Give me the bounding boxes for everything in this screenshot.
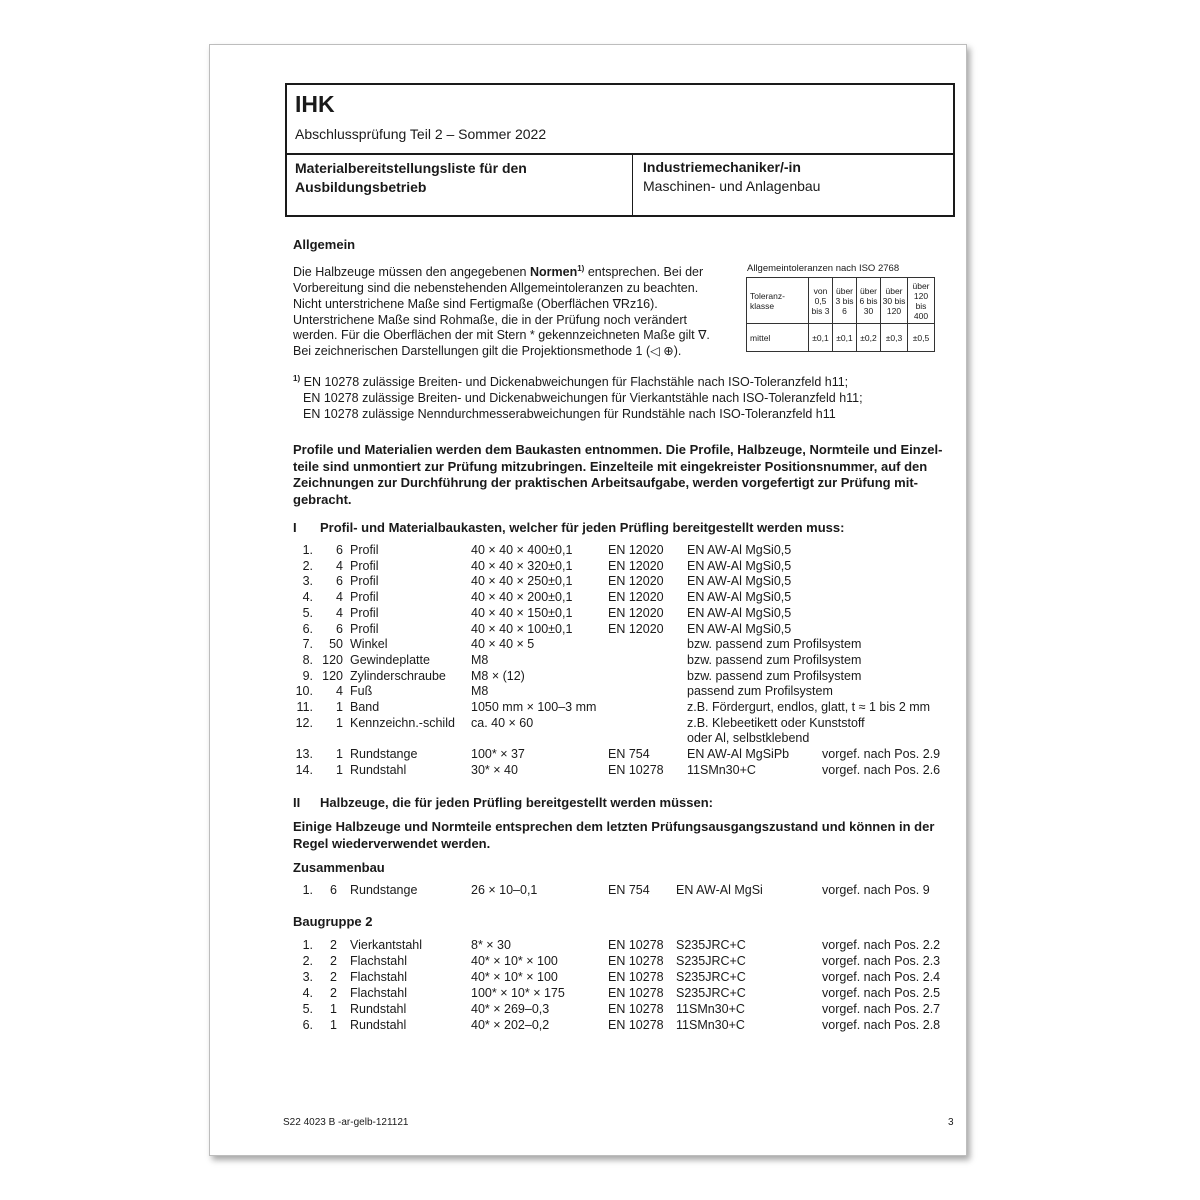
cell-qty: 2 bbox=[330, 985, 337, 1000]
cell-qty: 4 bbox=[336, 684, 343, 699]
cell-norm: EN 12020 bbox=[608, 605, 664, 620]
norms-label: Normen bbox=[529, 265, 578, 280]
tolerance-range: über 6 bis 30 bbox=[857, 278, 881, 324]
cell-mat: bzw. passend zum Profilsystem bbox=[687, 668, 862, 683]
footnote-line-3: EN 10278 zulässige Nenndurchmesserabweichungen für Rundstähle nach ISO-Toleranzfeld h11 bbox=[303, 406, 836, 421]
cell-note: vorgef. nach Pos. 2.2 bbox=[822, 938, 941, 952]
cell-pos: 1. bbox=[302, 883, 313, 897]
table-row bbox=[210, 669, 966, 685]
cell-dim: 40 × 40 × 200±0,1 bbox=[471, 590, 573, 605]
cell-dim: 40* × 202–0,2 bbox=[471, 1017, 550, 1032]
table-row bbox=[210, 574, 966, 590]
tolerance-caption: Allgemeintoleranzen nach ISO 2768 bbox=[747, 263, 900, 274]
cell-name: Winkel bbox=[350, 637, 388, 652]
table-row bbox=[210, 684, 966, 700]
cell-note: vorgef. nach Pos. 2.8 bbox=[822, 1017, 941, 1032]
cell-pos: 3. bbox=[302, 574, 313, 589]
cell-pos: 13. bbox=[295, 747, 313, 762]
exam-name: Abschlussprüfung Teil 2 – Sommer 2022 bbox=[295, 126, 547, 142]
cell-dim: 40 × 40 × 100±0,1 bbox=[471, 621, 573, 636]
cell-pos: 4. bbox=[302, 590, 313, 605]
cell-mat: S235JRC+C bbox=[676, 985, 746, 1000]
cell-name: Rundstahl bbox=[350, 762, 407, 777]
cell-pos: 6. bbox=[302, 621, 313, 636]
header-box bbox=[285, 83, 955, 217]
cell-pos: 12. bbox=[295, 715, 313, 730]
tolerance-range: über 3 bis 6 bbox=[833, 278, 857, 324]
cell-qty: 2 bbox=[330, 938, 337, 952]
norms-footnote-mark: 1) bbox=[577, 264, 585, 273]
cell-qty: 1 bbox=[330, 1017, 337, 1032]
cell-dim: M8 bbox=[471, 652, 489, 667]
cell-dim: 40 × 40 × 250±0,1 bbox=[471, 574, 573, 589]
cell-norm: EN 12020 bbox=[608, 574, 664, 589]
table-row bbox=[210, 954, 966, 970]
intro-paragraph bbox=[293, 442, 942, 508]
cell-mat: bzw. passend zum Profilsystem bbox=[687, 637, 862, 652]
cell-qty: 1 bbox=[336, 747, 343, 762]
cell-name: Profil bbox=[350, 558, 379, 573]
list-title: Materialbereitstellungsliste für den Ausbildungsbetrieb bbox=[295, 160, 527, 195]
cell-norm: EN 10278 bbox=[608, 1001, 664, 1016]
cell-dim: 8* × 30 bbox=[471, 938, 511, 952]
cell-dim: 40 × 40 × 150±0,1 bbox=[471, 605, 573, 620]
cell-norm: EN 10278 bbox=[608, 985, 664, 1000]
document-page bbox=[209, 44, 967, 1156]
cell-norm: EN 10278 bbox=[608, 953, 664, 968]
cell-qty: 2 bbox=[330, 969, 337, 984]
cell-norm: EN 754 bbox=[608, 883, 650, 897]
general-heading: Allgemein bbox=[293, 237, 356, 252]
cell-mat: 11SMn30+C bbox=[687, 762, 756, 777]
cell-dim: ca. 40 × 60 bbox=[471, 715, 534, 730]
cell-note: vorgef. nach Pos. 2.9 bbox=[822, 747, 941, 762]
cell-pos: 4. bbox=[302, 985, 313, 1000]
table-row bbox=[210, 606, 966, 622]
table-row bbox=[210, 622, 966, 638]
cell-mat: passend zum Profilsystem bbox=[687, 684, 833, 699]
cell-qty: 1 bbox=[336, 715, 343, 730]
cell-mat: EN AW-Al MgSi0,5 bbox=[687, 543, 792, 557]
cell-pos: 11. bbox=[296, 700, 313, 714]
table-row bbox=[210, 883, 966, 899]
cell-name: Flachstahl bbox=[350, 969, 407, 984]
specialty: Maschinen- und Anlagenbau bbox=[643, 178, 821, 194]
general-line-1a: Die Halbzeuge müssen den angegebenen bbox=[293, 265, 530, 280]
cell-dim: 40 × 40 × 5 bbox=[471, 637, 535, 652]
cell-pos: 8. bbox=[302, 652, 313, 667]
tolerance-range: über 30 bis 120 bbox=[881, 278, 908, 324]
tolerance-value: ±0,3 bbox=[881, 324, 908, 352]
cell-qty: 50 bbox=[329, 637, 343, 652]
cell-norm: EN 754 bbox=[608, 747, 650, 762]
cell-mat: oder Al, selbstklebend bbox=[687, 731, 810, 746]
table-row bbox=[210, 1018, 966, 1034]
cell-name: Profil bbox=[350, 543, 379, 557]
cell-mat: S235JRC+C bbox=[676, 938, 746, 952]
table-row bbox=[210, 559, 966, 575]
tolerance-table bbox=[746, 277, 935, 352]
group2-heading: Baugruppe 2 bbox=[293, 914, 373, 929]
cell-qty: 4 bbox=[336, 558, 343, 573]
cell-qty: 120 bbox=[322, 668, 343, 683]
cell-dim: M8 × (12) bbox=[471, 668, 525, 683]
cell-mat: z.B. Fördergurt, endlos, glatt, t ≈ 1 bis 2 mm bbox=[687, 700, 931, 714]
header-column-divider bbox=[632, 153, 633, 217]
intro-line: Zeichnungen zur Durchführung der praktischen Arbeitsaufgabe, werden vorgefertigt zur Prüfung mit- bbox=[293, 475, 919, 490]
cell-dim: 40 × 40 × 320±0,1 bbox=[471, 558, 573, 573]
cell-name: Profil bbox=[350, 590, 379, 605]
general-paragraph bbox=[293, 261, 710, 360]
section2-title: Halbzeuge, die für jeden Prüfling bereitgestellt werden müssen: bbox=[320, 795, 713, 810]
cell-name: Vierkantstahl bbox=[350, 938, 423, 952]
cell-qty: 6 bbox=[336, 574, 343, 589]
cell-dim: 30* × 40 bbox=[471, 762, 518, 777]
cell-pos: 1. bbox=[302, 938, 313, 952]
cell-mat: 11SMn30+C bbox=[676, 1017, 745, 1032]
cell-pos: 1. bbox=[302, 543, 313, 557]
cell-dim: M8 bbox=[471, 684, 489, 699]
cell-norm: EN 12020 bbox=[608, 590, 664, 605]
cell-mat: EN AW-Al MgSi bbox=[676, 883, 763, 897]
cell-dim: 40* × 10* × 100 bbox=[471, 953, 558, 968]
cell-name: Flachstahl bbox=[350, 985, 407, 1000]
cell-mat: EN AW-Al MgSiPb bbox=[687, 747, 790, 762]
cell-mat: EN AW-Al MgSi0,5 bbox=[687, 621, 792, 636]
cell-mat: 11SMn30+C bbox=[676, 1001, 745, 1016]
footnote-mark: 1) bbox=[293, 374, 301, 383]
cell-note: vorgef. nach Pos. 2.7 bbox=[822, 1001, 941, 1016]
cell-qty: 6 bbox=[336, 543, 343, 557]
section1-number: I bbox=[293, 520, 297, 535]
cell-pos: 5. bbox=[302, 605, 313, 620]
intro-line: Profile und Materialien werden dem Baukasten entnommen. Die Profile, Halbzeuge, Normteile und Einzel- bbox=[293, 442, 943, 457]
cell-pos: 3. bbox=[302, 969, 313, 984]
table-row bbox=[210, 747, 966, 763]
cell-dim: 40* × 269–0,3 bbox=[471, 1001, 550, 1016]
cell-name: Gewindeplatte bbox=[350, 652, 430, 667]
cell-mat: EN AW-Al MgSi0,5 bbox=[687, 605, 792, 620]
table-row bbox=[210, 700, 966, 716]
general-line-1b: entsprechen. Bei der bbox=[584, 265, 704, 280]
table-row bbox=[210, 763, 966, 779]
cell-note: vorgef. nach Pos. 2.5 bbox=[822, 985, 941, 1000]
cell-norm: EN 12020 bbox=[608, 621, 664, 636]
cell-pos: 7. bbox=[302, 637, 313, 652]
footnote-block bbox=[293, 371, 863, 423]
general-line-3: Nicht unterstrichene Maße sind Fertigmaße (Oberflächen ∇Rz16). bbox=[293, 296, 658, 311]
tolerance-class-value: mittel bbox=[747, 324, 809, 352]
cell-mat: S235JRC+C bbox=[676, 969, 746, 984]
assembly-heading: Zusammenbau bbox=[293, 860, 385, 875]
general-line-6: Bei zeichnerischen Darstellungen gilt die Projektionsmethode 1 (◁ ⊕). bbox=[293, 344, 682, 359]
cell-pos: 2. bbox=[302, 953, 313, 968]
cell-name: Rundstange bbox=[350, 747, 418, 762]
table-row bbox=[210, 986, 966, 1002]
cell-qty: 1 bbox=[336, 762, 343, 777]
table-row bbox=[210, 1002, 966, 1018]
intro-line: teile sind unmontiert zur Prüfung mitzubringen. Einzelteile mit eingekreister Positionsnummer, auf den bbox=[293, 458, 928, 474]
footer-code: S22 4023 B -ar-gelb-121121 bbox=[283, 1117, 409, 1128]
cell-pos: 14. bbox=[295, 762, 313, 777]
section2-number: II bbox=[293, 795, 301, 810]
tolerance-class-header: Toleranz-klasse bbox=[747, 278, 809, 324]
cell-name: Zylinderschraube bbox=[350, 668, 446, 683]
table-row bbox=[210, 590, 966, 606]
cell-name: Rundstahl bbox=[350, 1017, 407, 1032]
section2-note-line: Regel wiederverwendet werden. bbox=[293, 835, 491, 851]
cell-name: Kennzeichn.-schild bbox=[350, 715, 455, 730]
cell-norm: EN 12020 bbox=[608, 558, 664, 573]
cell-qty: 4 bbox=[336, 590, 343, 605]
cell-norm: EN 10278 bbox=[608, 762, 664, 777]
cell-norm: EN 10278 bbox=[608, 1017, 664, 1032]
cell-qty: 6 bbox=[330, 883, 337, 897]
cell-name: Flachstahl bbox=[350, 953, 407, 968]
cell-name: Fuß bbox=[350, 684, 373, 699]
tolerance-value: ±0,5 bbox=[908, 324, 935, 352]
cell-mat: bzw. passend zum Profilsystem bbox=[687, 652, 862, 667]
cell-dim: 26 × 10–0,1 bbox=[471, 883, 538, 897]
cell-norm: EN 10278 bbox=[608, 969, 664, 984]
cell-pos: 10. bbox=[295, 684, 313, 699]
cell-qty: 6 bbox=[336, 621, 343, 636]
profession: Industriemechaniker/-in bbox=[643, 159, 801, 175]
intro-line: gebracht. bbox=[293, 491, 352, 507]
tolerance-value: ±0,1 bbox=[833, 324, 857, 352]
cell-name: Rundstahl bbox=[350, 1001, 407, 1016]
cell-qty: 1 bbox=[336, 700, 343, 714]
cell-mat: EN AW-Al MgSi0,5 bbox=[687, 590, 792, 605]
table-row bbox=[210, 716, 966, 732]
cell-qty: 1 bbox=[330, 1001, 337, 1016]
cell-dim: 40* × 10* × 100 bbox=[471, 969, 558, 984]
table-row bbox=[210, 731, 966, 747]
cell-qty: 120 bbox=[322, 652, 343, 667]
cell-mat: EN AW-Al MgSi0,5 bbox=[687, 558, 792, 573]
cell-dim: 1050 mm × 100–3 mm bbox=[471, 700, 597, 714]
cell-dim: 100* × 37 bbox=[471, 747, 525, 762]
cell-name: Band bbox=[350, 700, 380, 714]
cell-note: vorgef. nach Pos. 9 bbox=[822, 883, 930, 897]
table-row bbox=[210, 653, 966, 669]
cell-qty: 2 bbox=[330, 953, 337, 968]
cell-name: Rundstange bbox=[350, 883, 418, 897]
cell-pos: 5. bbox=[302, 1001, 313, 1016]
table-row bbox=[210, 938, 966, 954]
cell-norm: EN 12020 bbox=[608, 543, 664, 557]
cell-pos: 6. bbox=[302, 1017, 313, 1032]
cell-name: Profil bbox=[350, 605, 379, 620]
cell-note: vorgef. nach Pos. 2.6 bbox=[822, 762, 941, 777]
cell-pos: 9. bbox=[302, 668, 313, 683]
tolerance-range: über 120 bis 400 bbox=[908, 278, 935, 324]
cell-dim: 100* × 10* × 175 bbox=[471, 985, 565, 1000]
cell-mat: EN AW-Al MgSi0,5 bbox=[687, 574, 792, 589]
section2-note bbox=[293, 819, 934, 852]
cell-dim: 40 × 40 × 400±0,1 bbox=[471, 543, 573, 557]
tolerance-value: ±0,2 bbox=[857, 324, 881, 352]
general-line-2: Vorbereitung sind die nebenstehenden Allgemeintoleranzen zu beachten. bbox=[293, 280, 699, 295]
cell-name: Profil bbox=[350, 621, 379, 636]
tolerance-value: ±0,1 bbox=[809, 324, 833, 352]
cell-note: vorgef. nach Pos. 2.3 bbox=[822, 953, 941, 968]
page-number: 3 bbox=[948, 1117, 954, 1128]
footnote-line-2: EN 10278 zulässige Breiten- und Dickenabweichungen für Vierkantstähle nach ISO-Toleranzfeld h11; bbox=[303, 390, 863, 405]
cell-mat: z.B. Klebeetikett oder Kunststoff bbox=[687, 715, 865, 730]
tolerance-range: von 0,5 bis 3 bbox=[809, 278, 833, 324]
general-line-5: werden. Für die Oberflächen der mit Stern * gekennzeichneten Maße gilt ∇. bbox=[293, 328, 710, 343]
table-row bbox=[210, 970, 966, 986]
table-row bbox=[210, 637, 966, 653]
cell-norm: EN 10278 bbox=[608, 938, 664, 952]
cell-qty: 4 bbox=[336, 605, 343, 620]
cell-note: vorgef. nach Pos. 2.4 bbox=[822, 969, 941, 984]
section2-note-line: Einige Halbzeuge und Normteile entsprechen dem letzten Prüfungsausgangszustand und können in der bbox=[293, 819, 935, 834]
cell-name: Profil bbox=[350, 574, 379, 589]
cell-pos: 2. bbox=[302, 558, 313, 573]
table-row bbox=[210, 543, 966, 559]
ihk-title: IHK bbox=[295, 91, 335, 117]
section1-title: Profil- und Materialbaukasten, welcher für jeden Prüfling bereitgestellt werden muss: bbox=[320, 520, 845, 535]
general-line-4: Unterstrichene Maße sind Rohmaße, die in der Prüfung noch verändert bbox=[293, 312, 687, 327]
cell-mat: S235JRC+C bbox=[676, 953, 746, 968]
header-divider bbox=[287, 153, 953, 155]
footnote-line-1: EN 10278 zulässige Breiten- und Dickenabweichungen für Flachstähle nach ISO-Toleranzfeld h11; bbox=[303, 375, 849, 390]
